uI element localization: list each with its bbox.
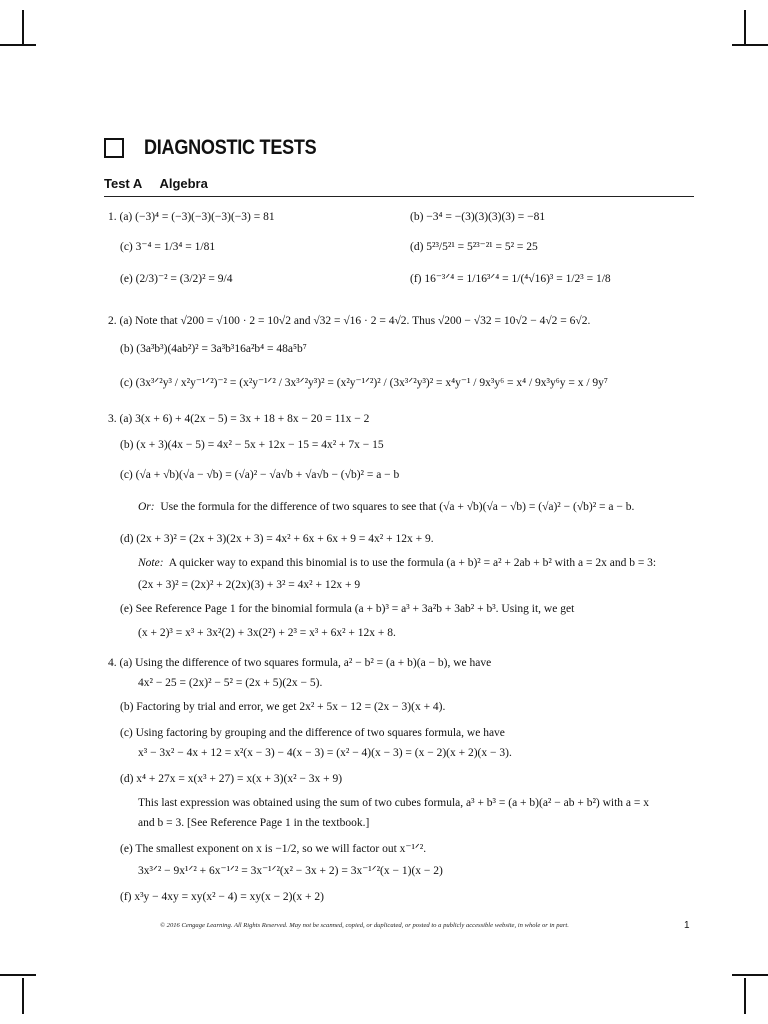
problem-3b: (b) (x + 3)(4x − 5) = 4x² − 5x + 12x − 15 = 4x² + 7x − 15 bbox=[120, 439, 384, 451]
problem-1d: (d) 5²³/5²¹ = 5²³⁻²¹ = 5² = 25 bbox=[410, 241, 538, 253]
crop-mark bbox=[744, 10, 746, 46]
crop-mark bbox=[732, 44, 768, 46]
crop-mark bbox=[732, 974, 768, 976]
problem-4e: (e) The smallest exponent on x is −1/2, so we will factor out x⁻¹ᐟ². bbox=[120, 843, 427, 855]
problem-3e-expansion: (x + 2)³ = x³ + 3x²(2) + 3x(2²) + 2³ = x³ + 6x² + 12x + 8. bbox=[138, 627, 396, 639]
section-header bbox=[104, 136, 345, 160]
problem-2c: (c) (3x³ᐟ²y³ / x²y⁻¹ᐟ²)⁻² = (x²y⁻¹ᐟ² / 3x³ᐟ²y³)² = (x²y⁻¹ᐟ²)² / (3x³ᐟ²y³)² = x⁴y⁻¹ / 9x³y⁶ = x⁴ / 9x³y⁶y = x / 9y⁷ bbox=[120, 377, 608, 389]
test-label: Test A bbox=[104, 176, 143, 191]
page-number: 1 bbox=[684, 920, 690, 931]
or-text: Use the formula for the difference of two squares to see that (√a + √b)(√a − √b) = (√a)² − (√b)² = a − b. bbox=[160, 501, 635, 513]
test-subject: Algebra bbox=[159, 176, 208, 191]
crop-mark bbox=[22, 10, 24, 46]
crop-mark bbox=[0, 44, 36, 46]
checkbox-square-icon bbox=[104, 138, 124, 158]
problem-1e: (e) (2/3)⁻² = (3/2)² = 9/4 bbox=[120, 273, 233, 285]
note-label: Note: bbox=[138, 557, 164, 569]
problem-4d: (d) x⁴ + 27x = x(x³ + 27) = x(x + 3)(x² − 3x + 9) bbox=[120, 773, 343, 785]
problem-1a: 1. (a) (−3)⁴ = (−3)(−3)(−3)(−3) = 81 bbox=[108, 211, 275, 223]
problem-3c: (c) (√a + √b)(√a − √b) = (√a)² − √a√b + √a√b − (√b)² = a − b bbox=[120, 469, 400, 481]
problem-1f: (f) 16⁻³ᐟ⁴ = 1/16³ᐟ⁴ = 1/(⁴√16)³ = 1/2³ = 1/8 bbox=[410, 273, 611, 285]
problem-2a: 2. (a) Note that √200 = √100 · 2 = 10√2 and √32 = √16 · 2 = 4√2. Thus √200 − √32 = 10√2 − 4√2 = 6√2. bbox=[108, 315, 591, 327]
test-heading bbox=[104, 176, 208, 191]
problem-4f: (f) x³y − 4xy = xy(x² − 4) = xy(x − 2)(x + 2) bbox=[120, 891, 324, 903]
header-rule bbox=[104, 196, 694, 197]
problem-4b: (b) Factoring by trial and error, we get 2x² + 5x − 12 = (2x − 3)(x + 4). bbox=[120, 701, 446, 713]
page-title: DIAGNOSTIC TESTS bbox=[144, 136, 317, 159]
note-text: A quicker way to expand this binomial is to use the formula (a + b)² = a² + 2ab + b² with a = 2x and b = 3: bbox=[168, 557, 657, 569]
copyright-notice: © 2016 Cengage Learning. All Rights Reserved. May not be scanned, copied, or duplicated, or posted to a publicly accessible website, in whole or in part. bbox=[160, 922, 569, 929]
crop-mark bbox=[744, 978, 746, 1014]
problem-3c-or bbox=[138, 500, 634, 514]
problem-2b: (b) (3a³b³)(4ab²)² = 3a³b³16a²b⁴ = 48a⁵b⁷ bbox=[120, 343, 307, 355]
problem-3d: (d) (2x + 3)² = (2x + 3)(2x + 3) = 4x² + 6x + 6x + 9 = 4x² + 12x + 9. bbox=[120, 533, 434, 545]
problem-3a: 3. (a) 3(x + 6) + 4(2x − 5) = 3x + 18 + 8x − 20 = 11x − 2 bbox=[108, 413, 370, 425]
problem-4d-explanation: This last expression was obtained using the sum of two cubes formula, a³ + b³ = (a + b)(a² − ab + b²) with a = x bbox=[138, 797, 650, 809]
problem-4e-result: 3x³ᐟ² − 9x¹ᐟ² + 6x⁻¹ᐟ² = 3x⁻¹ᐟ²(x² − 3x + 2) = 3x⁻¹ᐟ²(x − 1)(x − 2) bbox=[138, 865, 443, 877]
problem-4a: 4. (a) Using the difference of two squares formula, a² − b² = (a + b)(a − b), we have bbox=[108, 657, 492, 669]
problem-4d-reference: and b = 3. [See Reference Page 1 in the textbook.] bbox=[138, 817, 370, 829]
problem-3d-expansion: (2x + 3)² = (2x)² + 2(2x)(3) + 3² = 4x² + 12x + 9 bbox=[138, 579, 361, 591]
problem-3e: (e) See Reference Page 1 for the binomial formula (a + b)³ = a³ + 3a²b + 3ab² + b³. Using it, we get bbox=[120, 603, 575, 615]
problem-1b: (b) −3⁴ = −(3)(3)(3)(3) = −81 bbox=[410, 211, 546, 223]
crop-mark bbox=[22, 978, 24, 1014]
problem-1c: (c) 3⁻⁴ = 1/3⁴ = 1/81 bbox=[120, 241, 216, 253]
or-label: Or: bbox=[138, 501, 155, 513]
problem-4a-result: 4x² − 25 = (2x)² − 5² = (2x + 5)(2x − 5). bbox=[138, 677, 323, 689]
problem-4c: (c) Using factoring by grouping and the difference of two squares formula, we have bbox=[120, 727, 505, 739]
problem-3d-note bbox=[138, 556, 656, 570]
crop-mark bbox=[0, 974, 36, 976]
problem-4c-result: x³ − 3x² − 4x + 12 = x²(x − 3) − 4(x − 3) = (x² − 4)(x − 3) = (x − 2)(x + 2)(x − 3). bbox=[138, 747, 512, 759]
